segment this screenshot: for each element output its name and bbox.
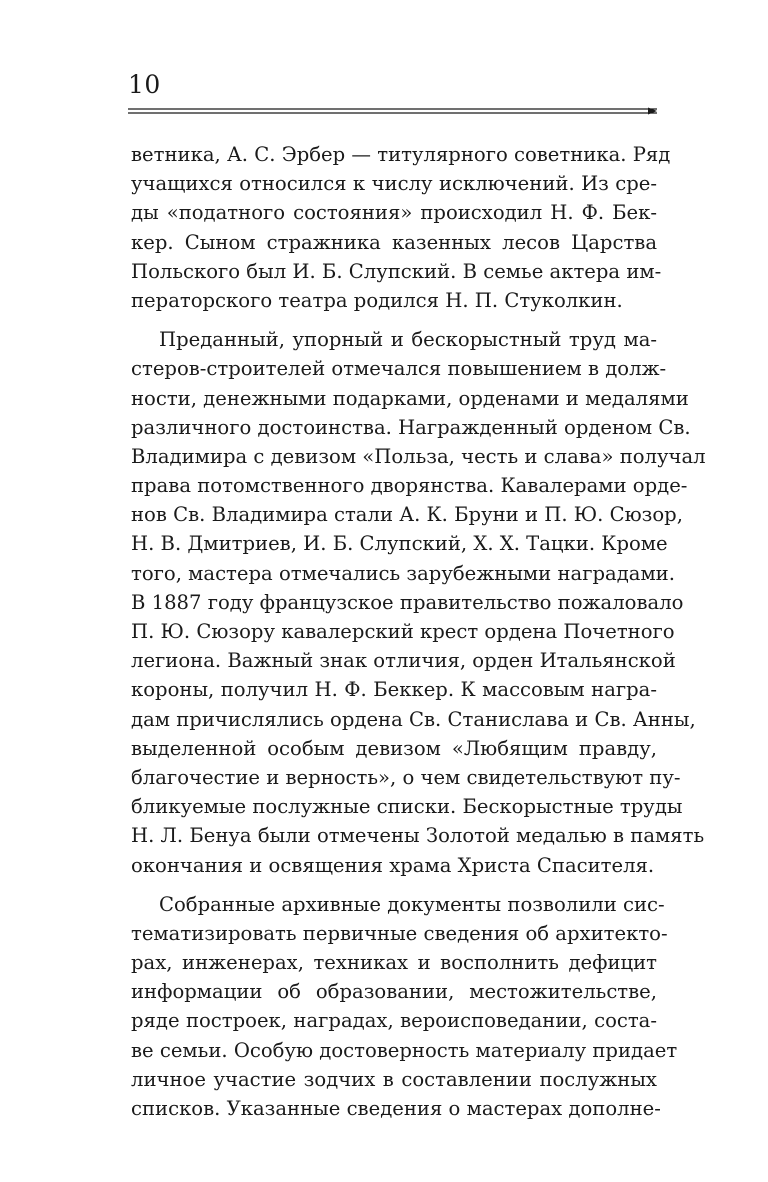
- text-line: ности, денежными подарками, орденами и медалями: [131, 386, 689, 410]
- text-line: Н. Л. Бенуа были отмечены Золотой медалью в память: [131, 824, 705, 848]
- text-line: выделенной особым девизом «Любящим правду,: [131, 736, 657, 760]
- text-line: ветника, А. С. Эрбер — титулярного советника. Ряд: [131, 143, 671, 166]
- text-line: тематизировать первичные сведения об архитекто-: [131, 921, 668, 945]
- text-line: списков. Указанные сведения о мастерах дополне-: [131, 1097, 661, 1120]
- body-text: [131, 140, 706, 1133]
- text-line: Польского был И. Б. Слупский. В семье актера им-: [131, 259, 662, 283]
- text-line: дам причислялись ордена Св. Станислава и Св. Анны,: [131, 707, 696, 731]
- text-line: ператорского театра родился Н. П. Стуколкин.: [131, 288, 623, 312]
- paragraph-2: [131, 325, 706, 880]
- header-rule: [128, 106, 657, 116]
- text-line: благочестие и верность», о чем свидетельствуют пу-: [131, 765, 681, 789]
- text-line: В 1887 году французское правительство пожаловало: [131, 590, 684, 614]
- text-line: Владимира с девизом «Польза, честь и слава» получал: [131, 444, 706, 468]
- text-line: короны, получил Н. Ф. Беккер. К массовым награ-: [131, 678, 657, 702]
- text-line: кер. Сыном стражника казенных лесов Царства: [131, 230, 657, 254]
- page-number: 10: [128, 70, 161, 99]
- text-line: ряде построек, наградах, вероисповедании, соста-: [131, 1009, 657, 1033]
- text-line: стеров-строителей отмечался повышением в долж-: [131, 357, 667, 381]
- text-line: Преданный, упорный и бескорыстный труд ма-: [159, 328, 657, 352]
- text-line: П. Ю. Сюзору кавалерский крест ордена Почетного: [131, 620, 675, 643]
- text-line: ды «податного состояния» происходил Н. Ф. Бек-: [131, 201, 657, 225]
- text-line: различного достоинства. Награжденный орденом Св.: [131, 415, 691, 439]
- text-line: Н. В. Дмитриев, И. Б. Слупский, Х. Х. Тацки. Кроме: [131, 532, 668, 556]
- text-line: рах, инженерах, техниках и восполнить дефицит: [131, 951, 657, 975]
- text-line: нов Св. Владимира стали А. К. Бруни и П. Ю. Сюзор,: [131, 503, 683, 527]
- text-line: бликуемые послужные списки. Бескорыстные труды: [131, 795, 683, 819]
- text-line: учащихся относился к числу исключений. Из сре-: [131, 172, 657, 196]
- paragraph-3: [131, 890, 678, 1124]
- text-line: права потомственного дворянства. Кавалерами орде-: [131, 474, 688, 498]
- text-line: того, мастера отмечались зарубежными наградами.: [131, 561, 675, 585]
- text-line: информации об образовании, местожительстве,: [131, 980, 657, 1004]
- paragraph-1: [131, 140, 671, 315]
- text-line: личное участие зодчих в составлении послужных: [131, 1067, 657, 1091]
- text-line: Собранные архивные документы позволили сис-: [159, 892, 665, 916]
- text-line: ве семьи. Особую достоверность материалу придает: [131, 1038, 678, 1062]
- text-line: окончания и освящения храма Христа Спасителя.: [131, 853, 655, 877]
- text-line: легиона. Важный знак отличия, орден Итальянской: [131, 649, 676, 673]
